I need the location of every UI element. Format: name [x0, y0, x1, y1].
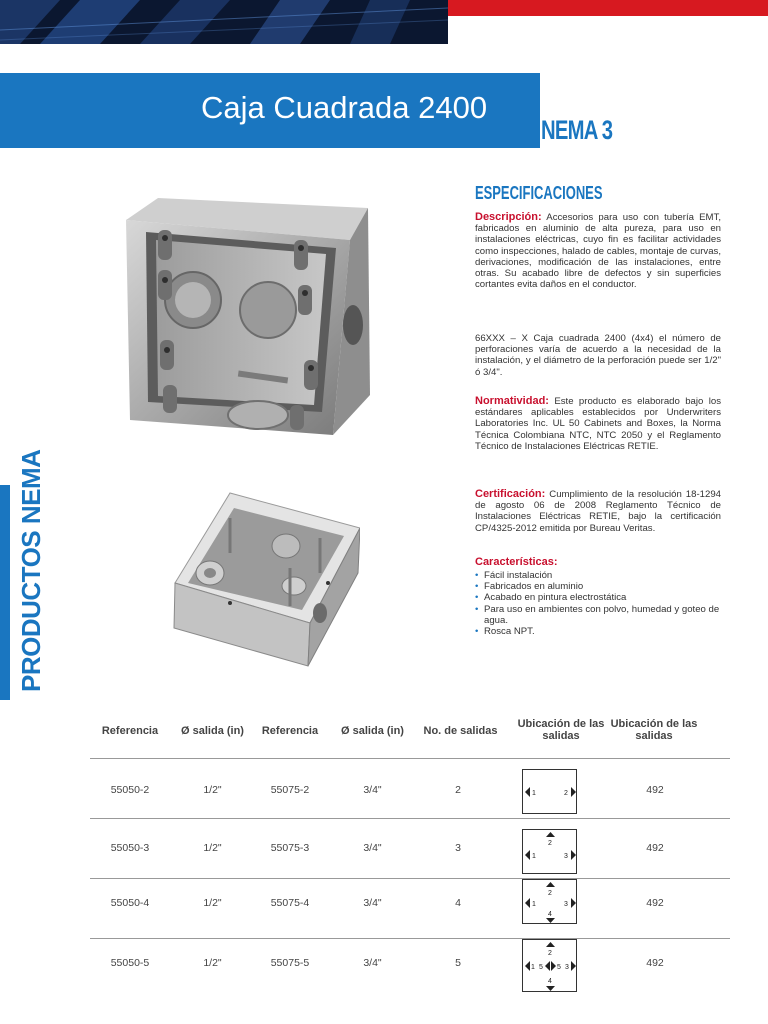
cell-n: 5	[455, 957, 461, 969]
list-item: • Acabado en pintura electrostática	[475, 592, 725, 603]
cell-d1: 1/2"	[203, 842, 222, 854]
side-tab	[0, 485, 10, 700]
arrow-right-icon	[571, 850, 576, 860]
normatividad-label: Normatividad:	[475, 395, 549, 407]
arrow-down-icon	[546, 918, 555, 923]
table-row	[90, 759, 730, 819]
list-item: • Rosca NPT.	[475, 626, 725, 637]
diagram-label: 2	[548, 840, 552, 847]
outlet-diagram	[522, 769, 577, 814]
arrow-left-icon	[525, 787, 530, 797]
product-photo-front	[118, 190, 373, 445]
specs-heading: ESPECIFICACIONES	[475, 183, 603, 203]
arrow-center-icon	[551, 961, 556, 971]
list-item: • Para uso en ambientes con polvo, humedad y goteo de agua.	[475, 604, 725, 626]
diagram-label: 2	[548, 890, 552, 897]
list-item: • Fabricados en aluminio	[475, 581, 725, 592]
th-referencia-2: Referencia	[261, 725, 319, 737]
arrow-up-icon	[546, 832, 555, 837]
cell-d1: 1/2"	[203, 784, 222, 796]
normatividad-paragraph	[475, 396, 721, 452]
certificacion-label: Certificación:	[475, 488, 546, 500]
table-row	[90, 939, 730, 999]
cell-d1: 1/2"	[203, 897, 222, 909]
certificacion-text: Cumplimiento de la resolución 18-1294 de agosto 06 de 2008 Reglamento Técnico de Instalaciones Eléctricas RETIE, bajo la certificación CP/4325-2012 emitida por Bureau Veritas.	[475, 489, 721, 534]
cell-d2: 3/4"	[363, 784, 382, 796]
cell-d2: 3/4"	[363, 897, 382, 909]
th-salida-1: Ø salida (in)	[181, 725, 244, 737]
side-label: PRODUCTOS NEMA	[16, 449, 46, 692]
cell-page: 492	[646, 784, 664, 796]
product-photo-render	[170, 488, 360, 673]
th-no-salidas: No. de salidas	[423, 725, 498, 737]
cell-n: 3	[455, 842, 461, 854]
cell-ref2: 55075-4	[270, 897, 310, 909]
th-referencia-1: Referencia	[101, 725, 159, 737]
cell-ref1: 55050-5	[110, 957, 150, 969]
certificacion-paragraph	[475, 489, 721, 534]
outlet-diagram	[522, 939, 577, 992]
cell-d2: 3/4"	[363, 957, 382, 969]
cell-page: 492	[646, 897, 664, 909]
descripcion-text: Accesorios para uso con tubería EMT, fabricados en aluminio de alta pureza, para uso en instalaciones eléctricas, cuyo fin es facilitar actividades como inspecciones, halado de cables, montaje de curvas, derivaciones, modificación de las instalaciones, entre otras. Su acabado libre de defectos y sin superficies cortantes evita daños en el conductor.	[475, 212, 721, 291]
cell-ref1: 55050-2	[110, 784, 150, 796]
arrow-up-icon	[546, 882, 555, 887]
arrow-left-icon	[525, 850, 530, 860]
cell-ref2: 55075-3	[270, 842, 310, 854]
table-row	[90, 819, 730, 879]
arrow-down-icon	[546, 986, 555, 991]
diagram-label: 2	[548, 950, 552, 957]
arrow-right-icon	[571, 961, 576, 971]
th-salida-2: Ø salida (in)	[341, 725, 404, 737]
cell-page: 492	[646, 957, 664, 969]
page-title: Caja Cuadrada 2400	[201, 90, 488, 125]
cell-ref1: 55050-3	[110, 842, 150, 854]
title-suffix: NEMA 3	[541, 115, 613, 145]
diagram-label: 1	[531, 964, 535, 971]
list-item: • Fácil instalación	[475, 570, 725, 581]
cell-ref2: 55075-5	[270, 957, 310, 969]
diagram-label: 3	[565, 964, 569, 971]
outlet-diagram	[522, 879, 577, 924]
cell-ref2: 55075-2	[270, 784, 310, 796]
cell-d1: 1/2"	[203, 957, 222, 969]
table-header	[90, 715, 730, 755]
cell-page: 492	[646, 842, 664, 854]
caracteristicas-heading: Características:	[475, 556, 558, 568]
diagram-label: 3	[564, 853, 568, 860]
cell-ref1: 55050-4	[110, 897, 150, 909]
cell-d2: 3/4"	[363, 842, 382, 854]
th-ubicacion-2: Ubicación de las salidas	[610, 718, 698, 742]
diagram-label: 3	[564, 901, 568, 908]
arrow-right-icon	[571, 898, 576, 908]
diagram-label: 1	[532, 853, 536, 860]
arrow-right-icon	[571, 787, 576, 797]
diagram-label: 4	[548, 911, 552, 918]
outlet-diagram	[522, 829, 577, 874]
cell-n: 2	[455, 784, 461, 796]
descripcion-paragraph	[475, 212, 721, 290]
descripcion-label: Descripción:	[475, 211, 542, 223]
nota-paragraph: 66XXX – X Caja cuadrada 2400 (4x4) el número de perforaciones varía de acuerdo a la necesidad de la instalación, y el diámetro de la perforación puede ser 1/2" ó 3/4".	[475, 333, 721, 378]
diagram-label: 1	[532, 790, 536, 797]
arrow-left-icon	[525, 898, 530, 908]
arrow-center-icon	[545, 961, 550, 971]
diagram-label: 5	[539, 964, 543, 971]
diagram-label: 2	[564, 790, 568, 797]
table-row	[90, 879, 730, 939]
diagram-label: 4	[548, 978, 552, 985]
diagram-label: 1	[532, 901, 536, 908]
header-banner-graphic	[0, 0, 448, 44]
arrow-up-icon	[546, 942, 555, 947]
arrow-left-icon	[525, 961, 530, 971]
diagram-label: 5	[557, 964, 561, 971]
cell-n: 4	[455, 897, 461, 909]
normatividad-text: Este producto es elaborado bajo los estándares aplicables establecidos por Underwriters Laboratories Inc. UL 50 Cabinets and Boxes, la Norma Técnica Colombiana NTC, NTC 2050 y el Reglamento Técnico de Instalaciones Eléctricas RETIE.	[475, 396, 721, 452]
caracteristicas-list	[475, 570, 725, 637]
th-ubicacion-1: Ubicación de las salidas	[517, 718, 605, 742]
